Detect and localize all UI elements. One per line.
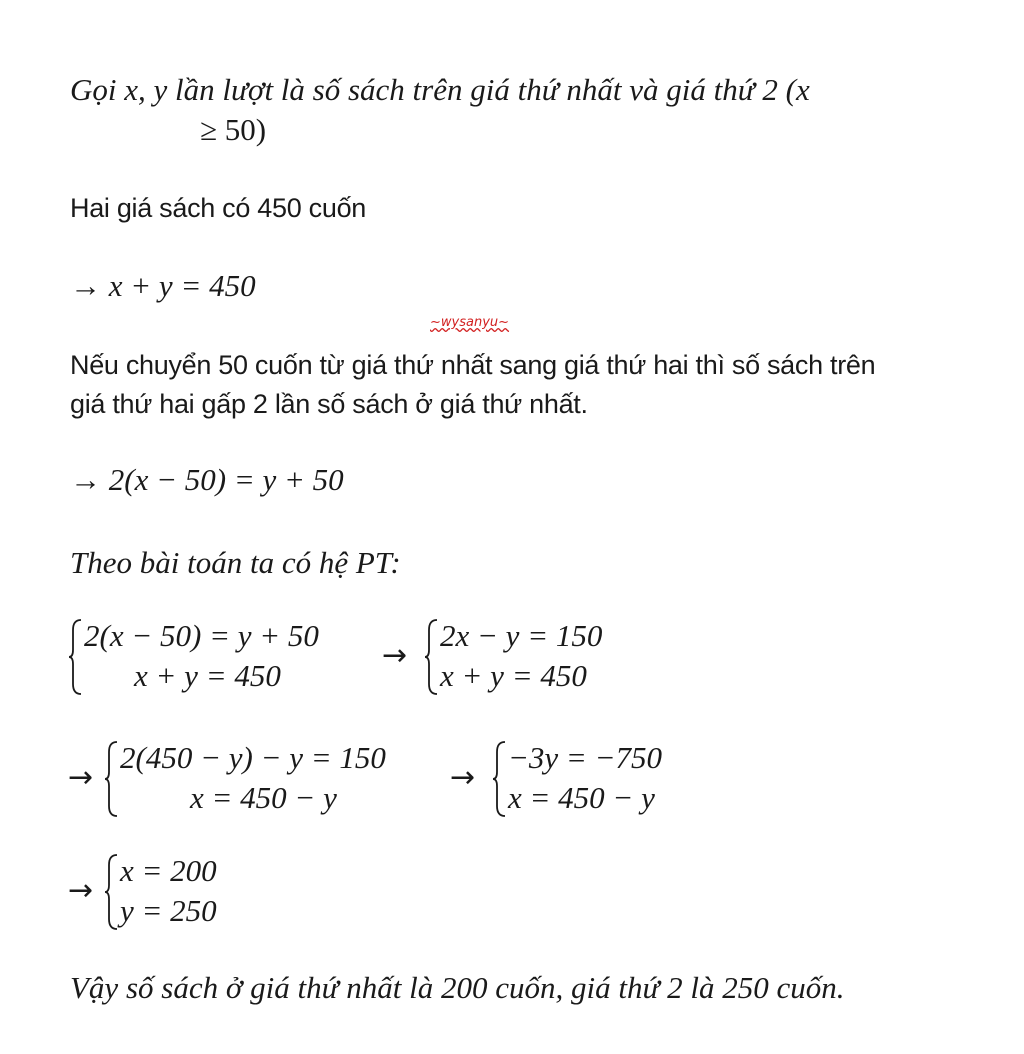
fact-total-books: Hai giá sách có 450 cuốn (70, 193, 366, 223)
fact-transfer-line-2: giá thứ hai gấp 2 lần số sách ở giá thứ nhất. (70, 389, 588, 419)
system-1-right-row-2: x + y = 450 (440, 658, 587, 693)
watermark-text: ~wysanyu~ (430, 315, 510, 330)
equation-transfer: → 2(x − 50) = y + 50 (70, 462, 344, 497)
arrow-icon: → (68, 760, 94, 795)
arrow-icon: → (68, 873, 94, 908)
system-intro: Theo bài toán ta có hệ PT: (70, 545, 401, 580)
fact-transfer-line-1: Nếu chuyển 50 cuốn từ giá thứ nhất sang giá thứ hai thì số sách trên (70, 350, 876, 380)
system-3-solution (104, 853, 264, 931)
system-2-left (104, 740, 444, 818)
system-2-right (492, 740, 712, 818)
intro-line-2: ≥ 50) (200, 112, 267, 147)
intro-line-1: Gọi x, y lần lượt là số sách trên giá thứ nhất và giá thứ 2 (x (70, 72, 810, 107)
solution-y: y = 250 (120, 893, 217, 928)
arrow-icon: → (382, 638, 408, 673)
system-2-right-row-2: x = 450 − y (508, 780, 655, 815)
brace-icon (104, 740, 118, 818)
brace-icon (424, 618, 438, 696)
system-1-right-row-1: 2x − y = 150 (440, 618, 603, 653)
system-1-right (424, 618, 644, 696)
equation-sum: → x + y = 450 (70, 268, 256, 303)
system-2-left-row-2: x = 450 − y (190, 780, 337, 815)
brace-icon (492, 740, 506, 818)
system-1-left-row-2: x + y = 450 (134, 658, 281, 693)
arrow-icon: → (450, 760, 476, 795)
brace-icon (68, 618, 82, 696)
brace-icon (104, 853, 118, 931)
system-2-left-row-1: 2(450 − y) − y = 150 (120, 740, 386, 775)
solution-x: x = 200 (120, 853, 217, 888)
conclusion: Vậy số sách ở giá thứ nhất là 200 cuốn, giá thứ 2 là 250 cuốn. (70, 970, 845, 1005)
system-1-left (68, 618, 368, 696)
system-2-right-row-1: −3y = −750 (508, 740, 663, 775)
system-1-left-row-1: 2(x − 50) = y + 50 (84, 618, 319, 653)
